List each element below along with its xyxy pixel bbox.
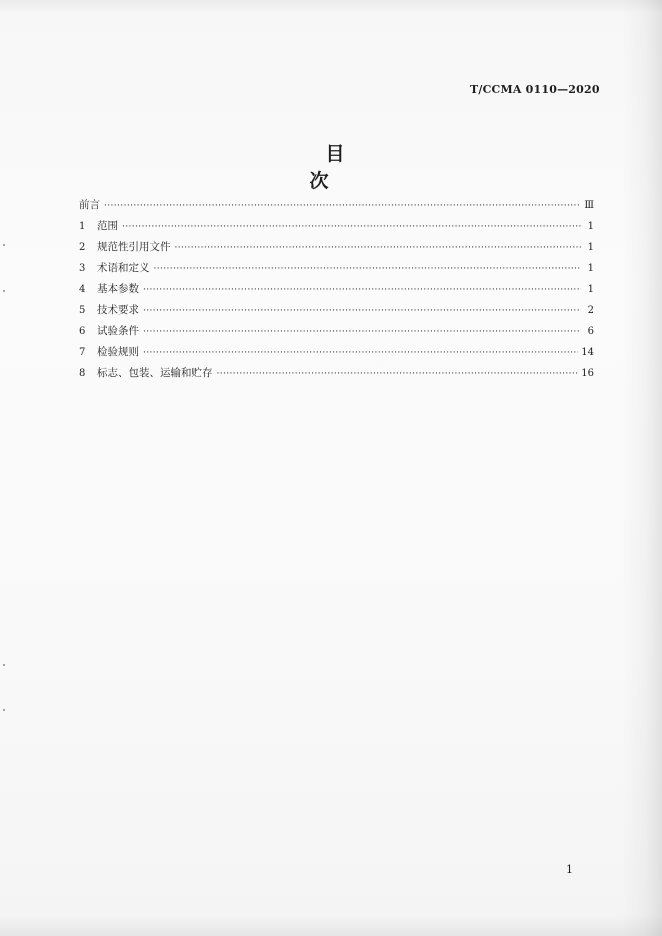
toc-entry-label: 术语和定义 (97, 262, 150, 274)
toc-entry-foreword[interactable] (79, 195, 594, 216)
toc-entry-label: 技术要求 (97, 304, 139, 316)
toc-entry-label: 规范性引用文件 (97, 241, 171, 253)
toc-entry-number: 1 (79, 221, 86, 232)
toc-entry-page: 16 (581, 368, 594, 379)
toc-entry-label: 标志、包装、运输和贮存 (97, 367, 213, 379)
toc-entry-page: 1 (587, 263, 594, 274)
toc-leader-dots (122, 217, 581, 238)
toc-title: 目 次 (309, 143, 377, 192)
toc-entry-normative-references[interactable] (79, 237, 594, 258)
toc-entry-scope[interactable] (79, 216, 594, 237)
toc-entry-number: 7 (79, 347, 86, 358)
toc-entry-page: 1 (587, 242, 594, 253)
toc-entry-marking-packing-storage[interactable] (79, 363, 594, 384)
toc-entry-number: 3 (79, 263, 86, 274)
toc-leader-dots (104, 196, 581, 217)
toc-entry-label: 试验条件 (97, 325, 139, 337)
toc-entry-page: 6 (587, 326, 594, 337)
toc-leader-dots (143, 301, 581, 322)
toc-leader-dots (143, 280, 581, 301)
toc-entry-page: Ⅲ (584, 200, 594, 211)
toc-entry-page: 1 (587, 284, 594, 295)
scan-edge-shadow (622, 0, 662, 936)
toc-leader-dots (143, 343, 578, 364)
toc-entry-label: 前言 (79, 199, 100, 211)
table-of-contents (79, 195, 594, 384)
toc-leader-dots (175, 238, 582, 259)
toc-entry-page: 14 (581, 347, 594, 358)
toc-entry-technical-requirements[interactable] (79, 300, 594, 321)
toc-entry-number: 6 (79, 326, 86, 337)
toc-entry-page: 2 (587, 305, 594, 316)
toc-entry-label: 检验规则 (97, 346, 139, 358)
scan-speck (3, 244, 5, 246)
toc-entry-terms-definitions[interactable] (79, 258, 594, 279)
toc-leader-dots (217, 364, 579, 385)
toc-entry-inspection-rules[interactable] (79, 342, 594, 363)
toc-entry-label: 范围 (97, 220, 118, 232)
page-number: 1 (566, 863, 573, 876)
scan-speck (3, 709, 5, 711)
toc-entry-number: 2 (79, 242, 86, 253)
scan-speck (3, 664, 5, 666)
scan-bottom-shadow (0, 914, 662, 936)
toc-entry-basic-parameters[interactable] (79, 279, 594, 300)
document-code: T/CCMA 0110—2020 (470, 83, 600, 96)
scan-speck (3, 290, 5, 292)
toc-entry-page: 1 (587, 221, 594, 232)
toc-entry-label: 基本参数 (97, 283, 139, 295)
toc-entry-number: 8 (79, 368, 86, 379)
scan-top-shadow (0, 0, 662, 14)
toc-entry-test-conditions[interactable] (79, 321, 594, 342)
toc-leader-dots (143, 322, 581, 343)
toc-entry-number: 5 (79, 305, 86, 316)
toc-leader-dots (154, 259, 582, 280)
toc-entry-number: 4 (79, 284, 86, 295)
